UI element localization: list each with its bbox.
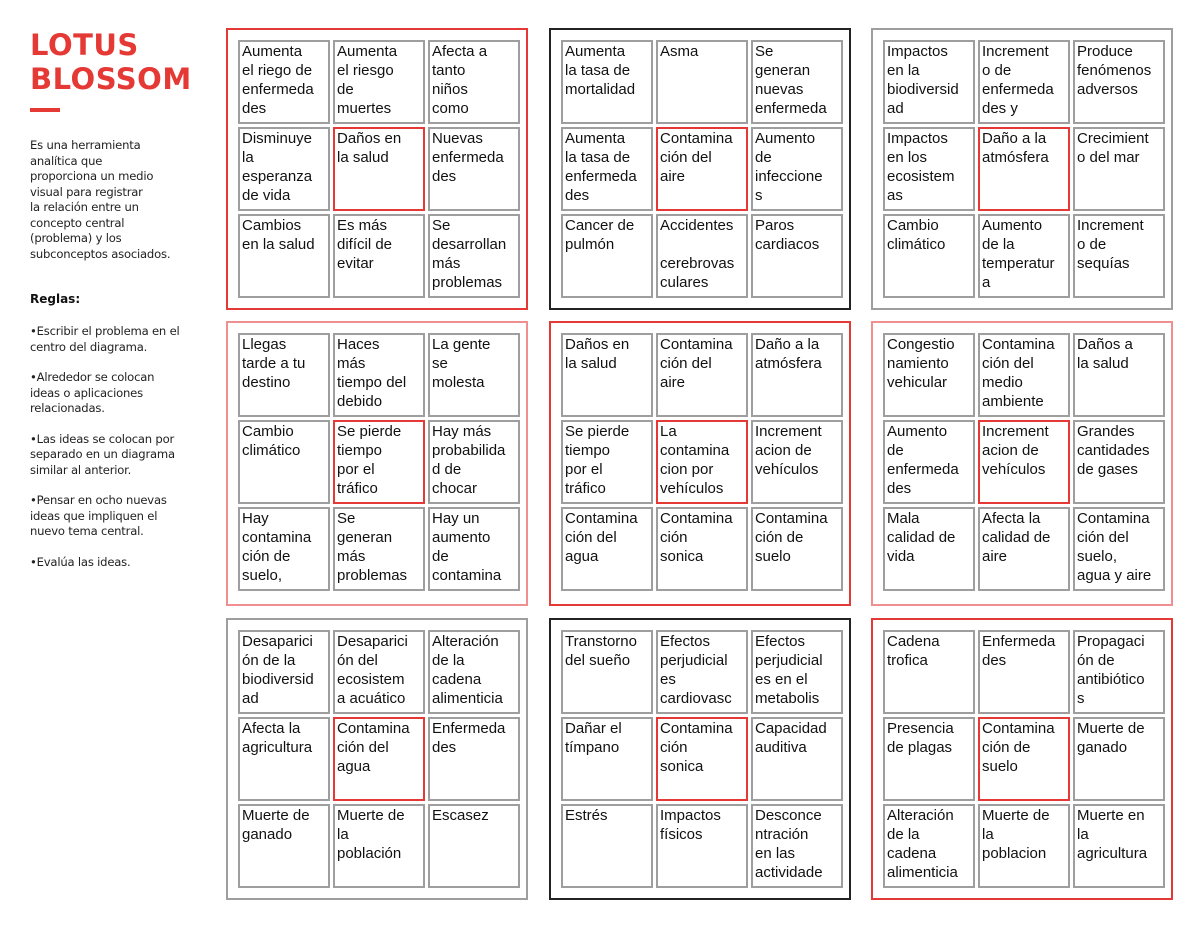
lotus-cell: Cadena trofica [883,630,975,714]
lotus-cell: Contamina ción del medio ambiente [978,333,1070,417]
lotus-cell: Afecta la agricultura [238,717,330,801]
lotus-cell: Aumenta el riego de enfermeda des [238,40,330,124]
lotus-cell: Paros cardiacos [751,214,843,298]
sidebar [30,28,205,585]
rule-2: •Alrededor se colocan ideas o aplicaciones relacionadas. [30,370,155,415]
lotus-cell: Increment o de enfermeda des y [978,40,1070,124]
lotus-block-middle-left [226,321,528,606]
lotus-block-middle-right [871,321,1173,606]
lotus-cell: Increment acion de vehículos [751,420,843,504]
rule-3: •Las ideas se colocan por separado en un diagrama similar al anterior. [30,431,175,477]
lotus-center-cell: Contamina ción de suelo [978,717,1070,801]
lotus-cell: Transtorno del sueño [561,630,653,714]
lotus-block-bottom-center [549,618,851,900]
lotus-cell: Estrés [561,804,653,888]
lotus-cell: Contamina ción de suelo [751,507,843,591]
lotus-cell: Aumento de la temperatur a [978,214,1070,298]
lotus-center-cell: Contamina ción del aire [656,127,748,211]
lotus-cell: Llegas tarde a tu destino [238,333,330,417]
lotus-cell: Muerte en la agricultura [1073,804,1165,888]
lotus-cell: Cambios en la salud [238,214,330,298]
lotus-cell: Hay un aumento de contamina [428,507,520,591]
rule-4: •Pensar en ocho nuevas ideas que impliquen el nuevo tema central. [30,493,167,538]
lotus-cell: Haces más tiempo del debido [333,333,425,417]
lotus-block-bottom-left [226,618,528,900]
lotus-cell: Se generan más problemas [333,507,425,591]
lotus-center-cell: Contamina ción sonica [656,717,748,801]
lotus-cell: Muerte de ganado [1073,717,1165,801]
title-underline [30,108,60,112]
lotus-cell: Desconce ntración en las actividade [751,804,843,888]
lotus-cell: Congestio namiento vehicular [883,333,975,417]
lotus-cell: Increment o de sequías [1073,214,1165,298]
title-line-1: LOTUS [30,28,139,62]
lotus-cell: Efectos perjudicial es cardiovasc [656,630,748,714]
lotus-cell: Grandes cantidades de gases [1073,420,1165,504]
lotus-block-top-center [549,28,851,310]
page-title [30,28,205,96]
lotus-cell: Alteración de la cadena alimenticia [428,630,520,714]
lotus-center-cell: Daños en la salud [333,127,425,211]
lotus-cell: Muerte de ganado [238,804,330,888]
lotus-block-bottom-right [871,618,1173,900]
lotus-cell: Contamina ción del aire [656,333,748,417]
lotus-cell: Propagaci ón de antibiótico s [1073,630,1165,714]
lotus-cell: Muerte de la poblacion [978,804,1070,888]
rules-heading: Reglas: [30,292,81,306]
lotus-cell: Enfermeda des [978,630,1070,714]
lotus-cell: Daño a la atmósfera [751,333,843,417]
lotus-cell: Crecimient o del mar [1073,127,1165,211]
lotus-cell: Impactos físicos [656,804,748,888]
lotus-cell: Muerte de la población [333,804,425,888]
lotus-cell: Cambio climático [883,214,975,298]
lotus-center-cell: Daño a la atmósfera [978,127,1070,211]
lotus-cell: Capacidad auditiva [751,717,843,801]
lotus-cell: Aumenta la tasa de mortalidad [561,40,653,124]
central-problem-cell: La contamina cion por vehículos [656,420,748,504]
rule-5: •Evalúa las ideas. [30,554,131,569]
lotus-cell: Afecta a tanto niños como [428,40,520,124]
lotus-cell: Contamina ción del agua [561,507,653,591]
lotus-cell: Dañar el tímpano [561,717,653,801]
lotus-cell: Hay contamina ción de suelo, [238,507,330,591]
lotus-cell: Cancer de pulmón [561,214,653,298]
lotus-cell: Aumenta el riesgo de muertes [333,40,425,124]
lotus-cell: Hay más probabilida d de chocar [428,420,520,504]
lotus-cell: Asma [656,40,748,124]
lotus-cell: Cambio climático [238,420,330,504]
lotus-cell: La gente se molesta [428,333,520,417]
lotus-cell: Nuevas enfermeda des [428,127,520,211]
title-line-2: BLOSSOM [30,62,192,96]
lotus-cell: Escasez [428,804,520,888]
lotus-cell: Se pierde tiempo por el tráfico [561,420,653,504]
lotus-cell: Contamina ción sonica [656,507,748,591]
lotus-cell: Mala calidad de vida [883,507,975,591]
lotus-cell: Presencia de plagas [883,717,975,801]
lotus-cell: Disminuye la esperanza de vida [238,127,330,211]
lotus-cell: Aumento de infeccione s [751,127,843,211]
lotus-cell: Es más difícil de evitar [333,214,425,298]
lotus-center-cell: Se pierde tiempo por el tráfico [333,420,425,504]
lotus-block-main-center [549,321,851,606]
lotus-center-cell: Increment acion de vehículos [978,420,1070,504]
lotus-cell: Impactos en los ecosistem as [883,127,975,211]
lotus-cell: Se desarrollan más problemas [428,214,520,298]
lotus-cell: Alteración de la cadena alimenticia [883,804,975,888]
lotus-block-top-right [871,28,1173,310]
lotus-cell: Desaparici ón de la biodiversid ad [238,630,330,714]
lotus-cell: Aumenta la tasa de enfermeda des [561,127,653,211]
rule-1: •Escribir el problema en el centro del diagrama. [30,324,180,354]
description-text: Es una herramienta analítica que proporciona un medio visual para registrar la relación entre un concepto central (problema) y los subconceptos asociados. [30,138,171,261]
lotus-cell: Afecta la calidad de aire [978,507,1070,591]
lotus-cell: Se generan nuevas enfermeda [751,40,843,124]
lotus-cell: Aumento de enfermeda des [883,420,975,504]
lotus-block-top-left [226,28,528,310]
lotus-cell: Accidentes cerebrovas culares [656,214,748,298]
lotus-cell: Daños a la salud [1073,333,1165,417]
lotus-cell: Impactos en la biodiversid ad [883,40,975,124]
lotus-cell: Produce fenómenos adversos [1073,40,1165,124]
lotus-cell: Efectos perjudicial es en el metabolis [751,630,843,714]
lotus-cell: Desaparici ón del ecosistem a acuático [333,630,425,714]
lotus-center-cell: Contamina ción del agua [333,717,425,801]
lotus-cell: Contamina ción del suelo, agua y aire [1073,507,1165,591]
lotus-cell: Enfermeda des [428,717,520,801]
lotus-cell: Daños en la salud [561,333,653,417]
